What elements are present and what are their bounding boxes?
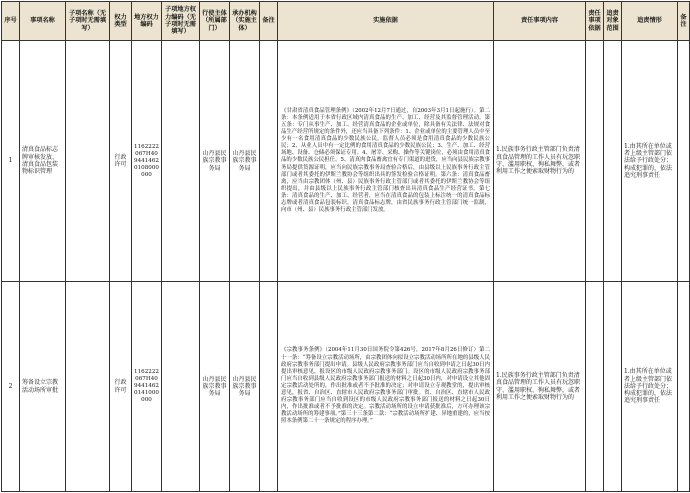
row-basis — [278, 282, 494, 492]
row-sub-local-code — [162, 282, 200, 492]
row-remark-2 — [678, 41, 690, 282]
power-list-table — [1, 1, 690, 492]
row-sub-item-name — [66, 41, 110, 282]
header-remark-2: 备注 — [678, 2, 690, 41]
row-remark-1 — [260, 282, 278, 492]
row-duty-basis — [586, 282, 604, 492]
row-item-name: 清真食品标志牌审核发放、清真食品包装物标识管理 — [20, 41, 66, 282]
header-basis: 实施依据 — [278, 2, 494, 41]
row-basis — [278, 41, 494, 282]
row-trace-scope — [604, 41, 622, 282]
row-duty-content: 1.民族事务行政主管部门负责清真食品管理的工作人员有玩忽职守、滥用职权、徇私舞弊，或者利用工作之便索取财物行为的 — [494, 282, 586, 492]
row-remark-1 — [260, 41, 278, 282]
row-sub-local-code — [162, 41, 200, 282]
row-subject: 山丹县民族宗教事务局 — [200, 282, 230, 492]
row-duty-basis — [586, 41, 604, 282]
row-basis-text: 《甘肃省清真食品管理条例》（2002年12月7日通过，自2003年3月1日起施行）。第二条：本条例适用于本省行政区域内清真食品的生产、加工、经营及其监督管理活动。第五条：专门从事生产、加工、经营清真食品的企业或单位，除具备有关法律、法规对食品生产经营所规定的条件外，还应当具备下列条件：1、企业或单位的主要管理人员中至少有一名食用清真食品的少数民族公民，监督人员必须是食用清真食品的少数民族公民；2、从业人员中有一定比例的食用清真食品的少数民族公民；3、生产、加工、经营场地、设备、仓储必须保证专用。4、屠宰、采购、操作等关键岗位，必须由食用清真食品的少数民族公民担任。5、清真肉食品畜禽宜有专门渠道的进货，应当向县民族宗教事务局提供货源证明，应当向民族宗教事务局查验合格后，由县级以上民族事务行政主管部门或者其委托的伊斯兰教协会等组织出具的签发检验合格证明。第六条：清真食品畜禽，应当由宗教团体（州、县）民族事务行政主管部门或者其委托的伊斯兰教协会等组织提出，并由县级以上民族事务行政主管部门核查出具清真食品生产经营证书。第七条：清真食品的生产、加工、经营者，应当在清真食品的包装上标注统一的清真食品标志牌或者清真食品包装标识。清真食品标志牌，由省民族事务行政主管部门统一监制，向市（州、县）民族事务行政主管部门发放。 — [281, 107, 490, 214]
row-local-code: 1162222067H4094414620108000000 — [132, 41, 162, 282]
table-header-row — [2, 2, 690, 41]
row-duty-content: 1.民族事务行政主管部门负责清真食品管理的工作人员有玩忽职守、滥用职权、徇私舞弊，或者利用工作之便索取财物行为的 — [494, 41, 586, 282]
row-basis-text: 《宗教事务条例》（2004年11月30日国务院令第426号，2017年8月26日修订）第二十一条：“筹备设立宗教活动场所，由宗教团体向拟设立宗教活动场所所在地的县级人民政府宗教事务部门提出申请。县级人民政府宗教事务部门应当自收到申请之日起30日内提出审核意见，报设区的市级人民政府宗教事务部门。设区的市级人民政府宗教事务部门应当自收到县级人民政府宗教事务部门报送的材料之日起30日内，对申请设立其他固定宗教活动处所的，作出批准或者不予批准的决定；对申请设立寺观教堂的，提出审核意见，报省、自治区、直辖市人民政府宗教事务部门审批。省、自治区、直辖市人民政府宗教事务部门应当自收到设区的市级人民政府宗教事务部门报送的材料之日起30日内，作出批准或者不予批准的决定。宗教活动场所的设立申请获批准后，方可办理该宗教活动场所的筹建事项。”第三十三条第二款：“宗教活动场所扩建、异地重建的，应当按照本条例第二十一条规定的程序办理。” — [281, 347, 490, 425]
row-accountability: 1.由其所在单位或者上级主管部门依法给予行政处分；构成犯罪的，依法追究刑事责任 — [622, 41, 678, 282]
header-sub-item-name: 子项名称（无子项时无需填写） — [66, 2, 110, 41]
header-remark-1: 备注 — [260, 2, 278, 41]
row-subject: 山丹县民族宗教事务局 — [200, 41, 230, 282]
header-trace-scope: 追责对象范围 — [604, 2, 622, 41]
row-accountability: 1.由其所在单位或者上级主管部门依法给予行政处分；构成犯罪的，依法追究刑事责任 — [622, 282, 678, 492]
table-row — [2, 41, 690, 282]
row-undertaking-org: 山丹县民族宗教事务局 — [230, 282, 260, 492]
row-remark-2 — [678, 282, 690, 492]
row-sub-item-name — [66, 282, 110, 492]
header-seq: 序号 — [2, 2, 20, 41]
row-trace-scope — [604, 282, 622, 492]
row-item-name: 筹备设立宗教活动场所审批 — [20, 282, 66, 492]
row-power-type: 行政许可 — [110, 41, 132, 282]
header-accountability: 追责情形 — [622, 2, 678, 41]
row-seq: 2 — [2, 282, 20, 492]
row-undertaking-org: 山丹县民族宗教事务局 — [230, 41, 260, 282]
header-duty-basis: 责任事项依据 — [586, 2, 604, 41]
header-power-type: 权力类型 — [110, 2, 132, 41]
header-undertaking-org: 承办机构（实施主体） — [230, 2, 260, 41]
row-power-type: 行政许可 — [110, 282, 132, 492]
header-sub-local-code: 子项地方权力编码（无子项时无需填写） — [162, 2, 200, 41]
header-item-name: 事项名称 — [20, 2, 66, 41]
header-local-code: 地方权力编码 — [132, 2, 162, 41]
row-local-code: 1162222067H4094414620141000000 — [132, 282, 162, 492]
header-duty-content: 责任事项内容 — [494, 2, 586, 41]
table-row — [2, 282, 690, 492]
header-subject: 行使主体（所属部门） — [200, 2, 230, 41]
row-seq: 1 — [2, 41, 20, 282]
